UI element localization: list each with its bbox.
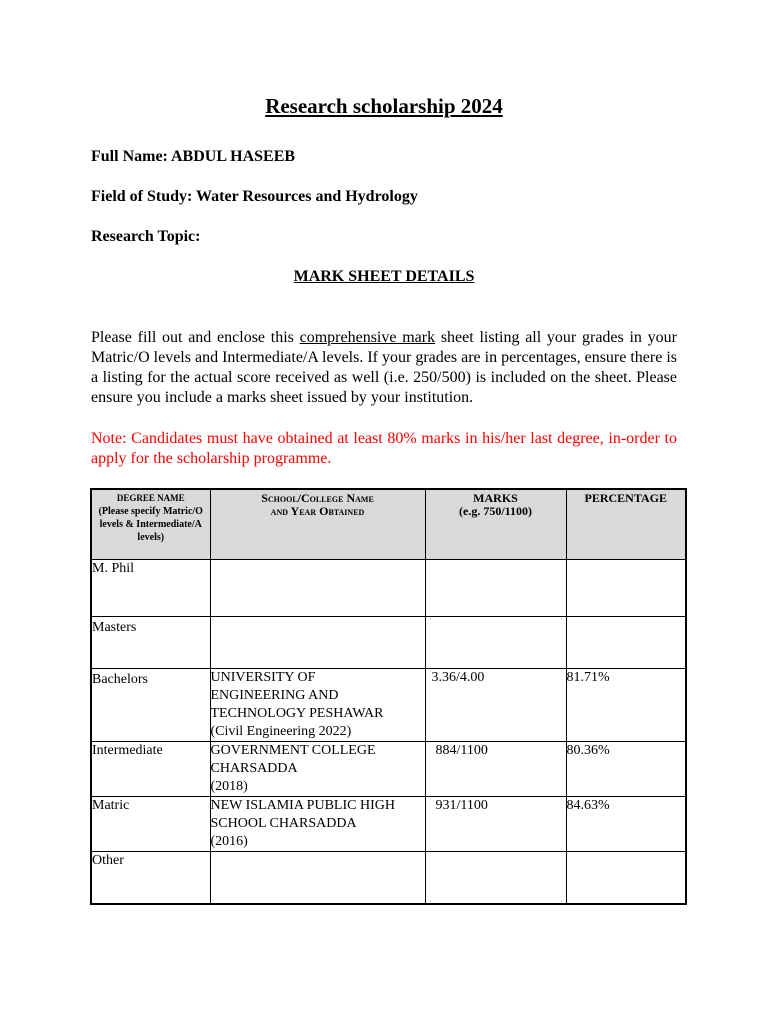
header-school-name xyxy=(210,489,425,559)
school-cell xyxy=(210,668,425,741)
header-marks-example: (e.g. 750/1100) xyxy=(459,504,532,518)
school-line: CHARSADDA xyxy=(210,760,298,776)
degree-cell: Other xyxy=(91,851,210,904)
table-header-row xyxy=(91,489,686,559)
table-row xyxy=(91,796,686,851)
section-title: MARK SHEET DETAILS xyxy=(293,268,475,285)
percentage-cell: 80.36% xyxy=(566,741,686,796)
table-row xyxy=(91,616,686,668)
table-row xyxy=(91,668,686,741)
header-marks-title: MARKS xyxy=(473,491,518,505)
percentage-cell xyxy=(566,559,686,616)
degree-cell: M. Phil xyxy=(91,559,210,616)
header-school-line1: School/College Name xyxy=(261,491,374,505)
school-line: (2016) xyxy=(210,833,248,849)
marks-cell xyxy=(425,616,566,668)
degree-cell: Matric xyxy=(91,796,210,851)
school-cell xyxy=(210,741,425,796)
header-marks xyxy=(425,489,566,559)
school-cell xyxy=(210,851,425,904)
instructions-text-start: Please fill out and enclose this xyxy=(91,329,300,346)
mark-sheet-table xyxy=(90,488,687,905)
degree-cell: Bachelors xyxy=(91,668,210,741)
school-cell xyxy=(210,559,425,616)
school-line: TECHNOLOGY PESHAWAR xyxy=(210,705,384,721)
school-line: (Civil Engineering 2022) xyxy=(210,723,352,739)
instructions-text-end: sheet listing all your grades in your Matric/O levels and Intermediate/A levels. If your grades are in percentages, ensure there is a listing for the actual score received as well (i.e. 250/500) is included on the sheet. Please ensure you include a marks sheet issued by your institution. xyxy=(91,329,678,406)
marks-cell xyxy=(425,559,566,616)
percentage-cell: 81.71% xyxy=(566,668,686,741)
header-percentage: PERCENTAGE xyxy=(566,489,686,559)
marks-cell xyxy=(425,851,566,904)
table-row xyxy=(91,851,686,904)
full-name-label: Full Name: ABDUL HASEEB xyxy=(91,148,296,165)
school-line: UNIVERSITY OF xyxy=(210,669,316,685)
school-line: GOVERNMENT COLLEGE xyxy=(210,742,376,758)
document-title: Research scholarship 2024 xyxy=(265,94,503,118)
header-school-line2: and Year Obtained xyxy=(270,504,365,518)
table-row xyxy=(91,741,686,796)
percentage-cell xyxy=(566,851,686,904)
school-cell xyxy=(210,796,425,851)
header-degree-title: DEGREE NAME xyxy=(116,493,185,503)
header-degree-name xyxy=(91,489,210,559)
school-line: ENGINEERING AND xyxy=(210,687,339,703)
school-line: NEW ISLAMIA PUBLIC HIGH xyxy=(210,797,395,813)
percentage-cell xyxy=(566,616,686,668)
marks-cell: 931/1100 xyxy=(425,796,566,851)
marks-cell: 3.36/4.00 xyxy=(425,668,566,741)
instructions-underlined-text: comprehensive mark xyxy=(299,329,436,346)
degree-cell: Masters xyxy=(91,616,210,668)
percentage-cell: 84.63% xyxy=(566,796,686,851)
table-row xyxy=(91,559,686,616)
marks-cell: 884/1100 xyxy=(425,741,566,796)
header-degree-note: (Please specify Matric/O levels & Intermediate/A levels) xyxy=(98,506,203,543)
school-line: SCHOOL CHARSADDA xyxy=(210,815,357,831)
eligibility-note: Note: Candidates must have obtained at least 80% marks in his/her last degree, in-order to apply for the scholarship programme. xyxy=(91,430,677,467)
instructions-paragraph xyxy=(91,328,677,408)
school-line: (2018) xyxy=(210,778,248,794)
degree-cell: Intermediate xyxy=(91,741,210,796)
school-cell xyxy=(210,616,425,668)
research-topic-label: Research Topic: xyxy=(91,228,201,245)
field-of-study-label: Field of Study: Water Resources and Hydrology xyxy=(91,188,418,205)
